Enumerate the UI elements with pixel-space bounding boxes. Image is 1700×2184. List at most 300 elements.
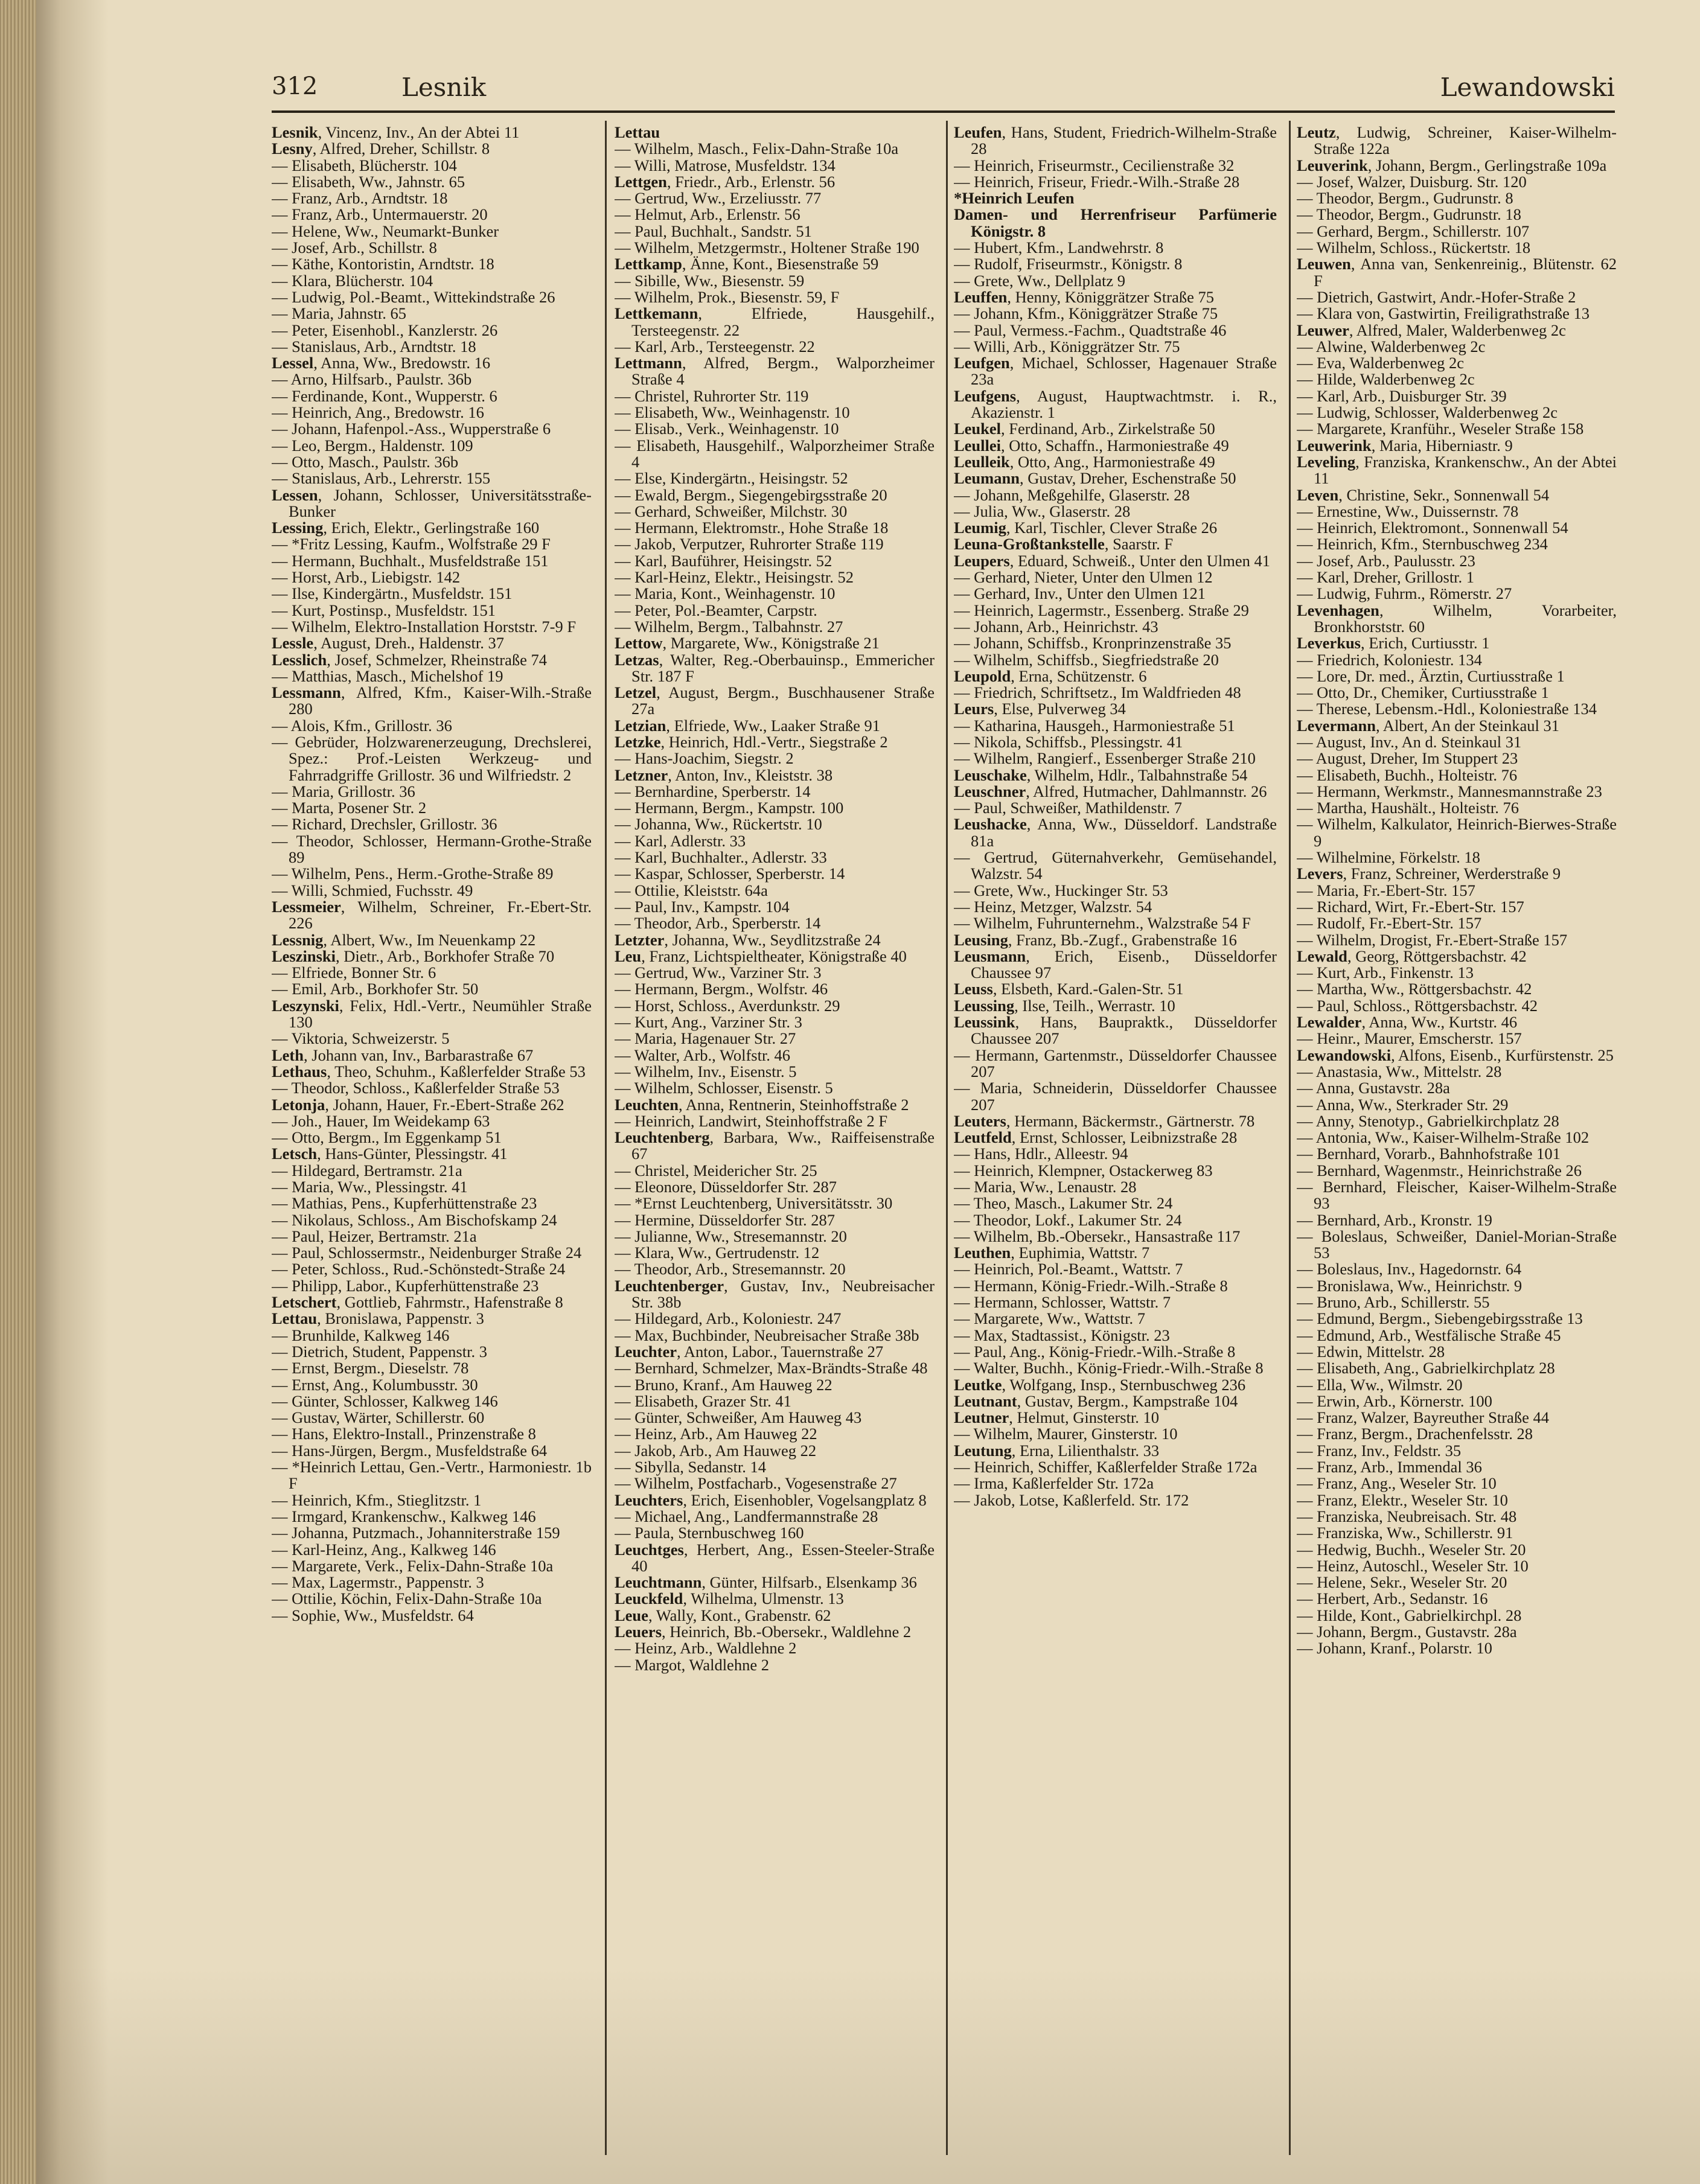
directory-entry: — Christel, Ruhrorter Str. 119	[615, 386, 809, 405]
guide-word-right: Lewandowski	[1440, 72, 1615, 102]
directory-entry: Lethaus, Theo, Schuhm., Kaßlerfelder Straße 53	[272, 1062, 586, 1081]
directory-entry: — Hildegard, Bertramstr. 21a	[272, 1161, 462, 1180]
directory-entry: — Karl, Arb., Duisburger Str. 39	[1297, 386, 1507, 405]
directory-entry: — Ludwig, Schlosser, Walderbenweg 2c	[1297, 403, 1558, 422]
directory-entry: Leuwerink, Maria, Hiberniastr. 9	[1297, 436, 1513, 455]
directory-entry: — Elisabeth, Blücherstr. 104	[272, 156, 457, 174]
directory-entry: Leveling, Franziska, Krankenschw., An der Abtei 11	[1297, 452, 1617, 488]
directory-entry: — Rudolf, Fr.-Ebert-Str. 157	[1297, 914, 1482, 933]
directory-entry: — Wilhelm, Pens., Herm.-Grothe-Straße 89	[272, 864, 554, 883]
directory-entry: — Philipp, Labor., Kupferhüttenstraße 23	[272, 1276, 539, 1295]
directory-entry: Leullei, Otto, Schaffn., Harmoniestraße 49	[954, 436, 1229, 455]
directory-entry: Leutner, Helmut, Ginsterstr. 10	[954, 1408, 1160, 1427]
directory-entry: — Johann, Arb., Heinrichstr. 43	[954, 617, 1158, 636]
directory-entry: — Hermann, Bergm., Kampstr. 100	[615, 799, 844, 817]
directory-entry: — Franz, Arb., Untermauerstr. 20	[272, 205, 488, 224]
directory-entry: — Ella, Ww., Wilmstr. 20	[1297, 1375, 1463, 1394]
directory-entry: Leuverink, Johann, Bergm., Gerlingstraße 109a	[1297, 156, 1607, 174]
directory-entry: — Johann, Meßgehilfe, Glaserstr. 28	[954, 485, 1190, 504]
directory-entry: Leue, Wally, Kont., Grabenstr. 62	[615, 1606, 831, 1624]
directory-entry: Leushacke, Anna, Ww., Düsseldorf. Landstraße 81a	[954, 815, 1277, 850]
directory-entry: — Wilhelm, Drogist, Fr.-Ebert-Straße 157	[1297, 930, 1568, 949]
directory-entry: — Dietrich, Gastwirt, Andr.-Hofer-Straße 2	[1297, 287, 1576, 306]
column-divider	[1289, 121, 1291, 2155]
directory-entry: — Jakob, Arb., Am Hauweg 22	[615, 1441, 817, 1460]
directory-entry: — Theodor, Arb., Stresemannstr. 20	[615, 1260, 846, 1279]
directory-entry: — Ilse, Kindergärtn., Musfeldstr. 151	[272, 584, 513, 603]
directory-entry: — Anna, Ww., Sterkrader Str. 29	[1297, 1095, 1509, 1114]
directory-entry: Leuchtenberger, Gustav, Inv., Neubreisacher Str. 38b	[615, 1276, 935, 1312]
directory-entry: — Johann, Bergm., Gustavstr. 28a	[1297, 1623, 1517, 1641]
directory-entry: — *Heinrich Lettau, Gen.-Vertr., Harmoniestr. 1b F	[272, 1458, 592, 1493]
directory-entry: — Michael, Ang., Landfermannstraße 28	[615, 1507, 878, 1525]
directory-entry: — Hilde, Kont., Gabrielkirchpl. 28	[1297, 1606, 1522, 1624]
directory-entry: — Matthias, Masch., Michelshof 19	[272, 666, 503, 685]
directory-entry: Leuchtmann, Günter, Hilfsarb., Elsenkamp 36	[615, 1573, 917, 1592]
directory-entry: — Hermann, Elektromstr., Hohe Straße 18	[615, 519, 889, 537]
directory-entry: — Gertrud, Ww., Varziner Str. 3	[615, 963, 822, 982]
directory-entry: — Max, Stadtassist., Königstr. 23	[954, 1326, 1170, 1344]
column-divider	[605, 121, 607, 2155]
directory-entry: — Johann, Kranf., Polarstr. 10	[1297, 1639, 1492, 1658]
directory-entry: — Maria, Kont., Weinhagenstr. 10	[615, 584, 836, 603]
directory-entry: — Karl, Bauführer, Heisingstr. 52	[615, 551, 832, 570]
directory-entry: — Joh., Hauer, Im Weidekamp 63	[272, 1111, 490, 1130]
directory-entry: Leuffen, Henny, Königgrätzer Straße 75	[954, 287, 1215, 306]
directory-entry: — Hermann, Werkmstr., Mannesmannstraße 23	[1297, 782, 1602, 800]
directory-entry: Letonja, Johann, Hauer, Fr.-Ebert-Straße 262	[272, 1095, 564, 1114]
directory-entry: — Klara, Blücherstr. 104	[272, 271, 433, 290]
directory-entry: — Irma, Kaßlerfelder Str. 172a	[954, 1474, 1154, 1493]
directory-entry: — Maria, Jahnstr. 65	[272, 304, 407, 323]
directory-entry: — Maria, Hagenauer Str. 27	[615, 1029, 796, 1048]
running-head	[272, 72, 1615, 109]
directory-entry: — Grete, Ww., Huckinger Str. 53	[954, 881, 1168, 899]
directory-column-1	[272, 124, 592, 2153]
directory-column-4	[1297, 124, 1617, 2153]
directory-entry: — Ottilie, Kleiststr. 64a	[615, 881, 768, 899]
directory-entry: — Bruno, Kranf., Am Hauweg 22	[615, 1375, 832, 1394]
directory-entry: Levenhagen, Wilhelm, Vorarbeiter, Bronkhorststr. 60	[1297, 601, 1617, 636]
book-page-edges	[0, 0, 36, 2184]
directory-entry: — Heinz, Autoschl., Weseler Str. 10	[1297, 1556, 1529, 1575]
directory-entry: — Franz, Arb., Immendal 36	[1297, 1458, 1482, 1477]
directory-entry: Lessmann, Alfred, Kfm., Kaiser-Wilh.-Straße 280	[272, 683, 592, 718]
directory-entry: — Heinrich, Pol.-Beamt., Wattstr. 7	[954, 1260, 1183, 1279]
directory-entry: — Elisabeth, Ww., Weinhagenstr. 10	[615, 403, 850, 422]
directory-entry: — Heinrich, Lagermstr., Essenberg. Straße 29	[954, 601, 1249, 619]
directory-entry: Lessmeier, Wilhelm, Schreiner, Fr.-Ebert-Str. 226	[272, 897, 592, 933]
directory-entry: — Karl, Dreher, Grillostr. 1	[1297, 568, 1475, 587]
directory-entry: Leupold, Erna, Schützenstr. 6	[954, 666, 1147, 685]
directory-entry: Leuchtges, Herbert, Ang., Essen-Steeler-Straße 40	[615, 1540, 935, 1575]
directory-entry: — Johann, Hafenpol.-Ass., Wupperstraße 6	[272, 420, 551, 438]
directory-entry: Leuchter, Anton, Labor., Tauernstraße 27	[615, 1342, 884, 1361]
directory-entry: — Maria, Ww., Lenaustr. 28	[954, 1178, 1137, 1196]
directory-entry: Lettkemann, Elfriede, Hausgehilf., Tersteegenstr. 22	[615, 304, 935, 339]
directory-entry: Leuchtenberg, Barbara, Ww., Raiffeisenstraße 67	[615, 1128, 935, 1163]
directory-entry: — *Ernst Leuchtenberg, Universitätsstr. 30	[615, 1194, 893, 1213]
directory-entry: Leutung, Erna, Lilienthalstr. 33	[954, 1441, 1160, 1460]
directory-entry: — Käthe, Kontoristin, Arndtstr. 18	[272, 255, 494, 273]
directory-entry: — Theodor, Bergm., Gudrunstr. 8	[1297, 189, 1513, 208]
directory-entry: — August, Inv., An d. Steinkaul 31	[1297, 732, 1522, 751]
directory-entry: — Wilhelm, Masch., Felix-Dahn-Straße 10a	[615, 139, 899, 158]
directory-entry: Lesslich, Josef, Schmelzer, Rheinstraße 74	[272, 650, 547, 669]
directory-entry: — Grete, Ww., Dellplatz 9	[954, 271, 1126, 290]
directory-entry: — Elisabeth, Ang., Gabrielkirchplatz 28	[1297, 1359, 1555, 1378]
directory-entry: — Heinrich, Klempner, Ostackerweg 83	[954, 1161, 1213, 1180]
directory-entry: Leven, Christine, Sekr., Sonnenwall 54	[1297, 485, 1550, 504]
directory-entry: Lessle, August, Dreh., Haldenstr. 37	[272, 634, 504, 653]
directory-entry: — Wilhelm, Prok., Biesenstr. 59, F	[615, 287, 840, 306]
directory-entry: Letzke, Heinrich, Hdl.-Vertr., Siegstraße 2	[615, 732, 888, 751]
directory-entry: — Otto, Masch., Paulstr. 36b	[272, 452, 459, 471]
directory-entry: — Edmund, Bergm., Siebengebirgsstraße 13	[1297, 1309, 1583, 1328]
directory-entry: — Hedwig, Buchh., Weseler Str. 20	[1297, 1540, 1526, 1559]
directory-entry: — Günter, Schweißer, Am Hauweg 43	[615, 1408, 862, 1427]
directory-entry: — Maria, Ww., Plessingstr. 41	[272, 1178, 468, 1196]
directory-entry: Letschert, Gottlieb, Fahrmstr., Hafenstraße 8	[272, 1293, 563, 1312]
directory-entry: Letzas, Walter, Reg.-Oberbauinsp., Emmericher Str. 187 F	[615, 650, 935, 685]
directory-entry: Leth, Johann van, Inv., Barbarastraße 67	[272, 1046, 534, 1064]
directory-entry: — Maria, Grillostr. 36	[272, 782, 415, 800]
directory-entry: — Irmgard, Krankenschw., Kalkweg 146	[272, 1507, 536, 1525]
directory-entry: Lettmann, Alfred, Bergm., Walporzheimer Straße 4	[615, 354, 935, 389]
directory-entry: — Sophie, Ww., Musfeldstr. 64	[272, 1606, 474, 1624]
directory-entry: Lettau	[615, 124, 660, 141]
directory-entry: — Karl-Heinz, Elektr., Heisingstr. 52	[615, 568, 854, 587]
directory-entry: — Leo, Bergm., Haldenstr. 109	[272, 436, 473, 455]
directory-entry: Leuckfeld, Wilhelma, Ulmenstr. 13	[615, 1589, 844, 1608]
directory-entry: — Johanna, Ww., Rückertstr. 10	[615, 815, 822, 834]
directory-entry: — Paul, Inv., Kampstr. 104	[615, 897, 790, 916]
directory-entry: — Horst, Arb., Liebigstr. 142	[272, 568, 461, 587]
directory-entry: Leulleik, Otto, Ang., Harmoniestraße 49	[954, 452, 1215, 471]
directory-entry: — Helene, Ww., Neumarkt-Bunker	[272, 222, 499, 240]
directory-entry: — Heinz, Arb., Waldlehne 2	[615, 1639, 797, 1658]
directory-entry: — Heinrich, Schiffer, Kaßlerfelder Straße 172a	[954, 1458, 1257, 1477]
directory-entry: — Franziska, Neubreisach. Str. 48	[1297, 1507, 1517, 1525]
directory-entry: — Hans, Elektro-Install., Prinzenstraße 8	[272, 1425, 536, 1443]
directory-entry: — Elisabeth, Buchh., Holteistr. 76	[1297, 765, 1518, 784]
directory-entry: — Klara von, Gastwirtin, Freiligrathstraße 13	[1297, 304, 1590, 323]
directory-entry: — Hans-Joachim, Siegstr. 2	[615, 749, 794, 768]
directory-entry: Lessing, Erich, Elektr., Gerlingstraße 160	[272, 519, 540, 537]
directory-entry: Leumann, Gustav, Dreher, Eschenstraße 50	[954, 469, 1236, 488]
directory-entry: — Bernhard, Schmelzer, Max-Brändts-Straße 48	[615, 1359, 928, 1378]
directory-entry: — Johanna, Putzmach., Johanniterstraße 159	[272, 1524, 560, 1542]
directory-entry: — Eleonore, Düsseldorfer Str. 287	[615, 1178, 837, 1196]
directory-entry: — Anny, Stenotyp., Gabrielkirchplatz 28	[1297, 1111, 1559, 1130]
directory-entry: — Viktoria, Schweizerstr. 5	[272, 1029, 450, 1048]
directory-entry: — Helene, Sekr., Weseler Str. 20	[1297, 1573, 1507, 1592]
directory-entry: Leutfeld, Ernst, Schlosser, Leibnizstraße 28	[954, 1128, 1238, 1147]
directory-entry: — Martha, Haushält., Holteistr. 76	[1297, 799, 1519, 817]
directory-entry: Lessel, Anna, Ww., Bredowstr. 16	[272, 354, 491, 372]
directory-entry: — Kurt, Postinsp., Musfeldstr. 151	[272, 601, 496, 619]
directory-entry: — Boleslaus, Schweißer, Daniel-Morian-Straße 53	[1297, 1227, 1617, 1262]
directory-entry: Levers, Franz, Schreiner, Werderstraße 9	[1297, 864, 1561, 883]
directory-entry: Leutnant, Gustav, Bergm., Kampstraße 104	[954, 1391, 1238, 1410]
directory-entry: — Gerhard, Inv., Unter den Ulmen 121	[954, 584, 1206, 603]
directory-entry: — Friedrich, Koloniestr. 134	[1297, 650, 1482, 669]
directory-entry: Lesnik, Vincenz, Inv., An der Abtei 11	[272, 124, 520, 141]
directory-column-2	[615, 124, 935, 2153]
directory-entry: Leukel, Ferdinand, Arb., Zirkelstraße 50	[954, 420, 1215, 438]
directory-entry: Letzian, Elfriede, Ww., Laaker Straße 91	[615, 716, 881, 735]
directory-entry: — Wilhelm, Rangierf., Essenberger Straße 210	[954, 749, 1256, 768]
directory-entry: — Horst, Schloss., Averdunkstr. 29	[615, 996, 840, 1015]
directory-entry: — Rudolf, Friseurmstr., Königstr. 8	[954, 255, 1183, 273]
directory-entry: — Katharina, Hausgeh., Harmoniestraße 51	[954, 716, 1235, 735]
directory-entry: Leusmann, Erich, Eisenb., Düsseldorfer Chaussee 97	[954, 947, 1277, 982]
directory-entry: Lettow, Margarete, Ww., Königstraße 21	[615, 634, 880, 653]
directory-entry: — Jakob, Verputzer, Ruhrorter Straße 119	[615, 535, 884, 554]
directory-entry: — Kurt, Ang., Varziner Str. 3	[615, 1013, 802, 1032]
directory-entry: — Johann, Schiffsb., Kronprinzenstraße 35	[954, 634, 1232, 653]
directory-entry: — Nikolaus, Schloss., Am Bischofskamp 24	[272, 1210, 557, 1229]
directory-entry: — Theo, Masch., Lakumer Str. 24	[954, 1194, 1173, 1213]
directory-entry: — Anastasia, Ww., Mittelstr. 28	[1297, 1062, 1502, 1081]
directory-entry: — Bernhard, Arb., Kronstr. 19	[1297, 1210, 1492, 1229]
directory-entry: Lewald, Georg, Röttgersbachstr. 42	[1297, 947, 1527, 965]
directory-entry: — Maria, Schneiderin, Düsseldorfer Chaussee 207	[954, 1079, 1277, 1114]
directory-entry: — Hans, Hdlr., Alleestr. 94	[954, 1145, 1128, 1163]
directory-entry: — Helmut, Arb., Erlenstr. 56	[615, 205, 800, 224]
directory-entry: — Therese, Lebensm.-Hdl., Koloniestraße 134	[1297, 700, 1597, 718]
directory-entry: Lewandowski, Alfons, Eisenb., Kurfürstenstr. 25	[1297, 1046, 1614, 1064]
directory-entry: — Stanislaus, Arb., Arndtstr. 18	[272, 337, 476, 356]
directory-entry: — Dietrich, Student, Pappenstr. 3	[272, 1342, 487, 1361]
directory-entry: — Wilhelm, Schloss., Rückertstr. 18	[1297, 238, 1531, 257]
directory-entry: Leverkus, Erich, Curtiusstr. 1	[1297, 634, 1490, 653]
directory-entry: — Heinrich, Elektromont., Sonnenwall 54	[1297, 519, 1568, 537]
directory-entry: — Elisabeth, Grazer Str. 41	[615, 1391, 791, 1410]
directory-entry: — Josef, Arb., Schillstr. 8	[272, 238, 437, 257]
directory-entry: — Ernst, Bergm., Dieselstr. 78	[272, 1359, 469, 1378]
directory-entry: Lewalder, Anna, Ww., Kurtstr. 46	[1297, 1013, 1518, 1032]
directory-entry: — Hermann, Schlosser, Wattstr. 7	[954, 1293, 1171, 1312]
directory-entry: Leuna-Großtankstelle, Saarstr. F	[954, 535, 1174, 554]
directory-entry: — Wilhelm, Metzgermstr., Holtener Straße 190	[615, 238, 919, 257]
directory-entry: — Franz, Inv., Feldstr. 35	[1297, 1441, 1462, 1460]
directory-entry: — Karl, Buchhalter., Adlerstr. 33	[615, 848, 827, 867]
directory-entry: Lettau, Bronislawa, Pappenstr. 3	[272, 1309, 484, 1328]
directory-entry: Letzel, August, Bergm., Buschhausener Straße 27a	[615, 683, 935, 718]
directory-entry: — Elisab., Verk., Weinhagenstr. 10	[615, 420, 839, 438]
directory-entry: Leurs, Else, Pulverweg 34	[954, 700, 1126, 718]
directory-entry: — Walter, Buchh., König-Friedr.-Wilh.-Straße 8	[954, 1359, 1264, 1378]
directory-entry: — Ernst, Ang., Kolumbusstr. 30	[272, 1375, 478, 1394]
directory-entry: Leupers, Eduard, Schweiß., Unter den Ulmen 41	[954, 551, 1271, 570]
directory-entry: — Willi, Matrose, Musfeldstr. 134	[615, 156, 836, 174]
directory-entry: — Wilhelm, Schiffsb., Siegfriedstraße 20	[954, 650, 1219, 669]
directory-entry: — Alois, Kfm., Grillostr. 36	[272, 716, 452, 735]
directory-entry: — Paul, Schloss., Röttgersbachstr. 42	[1297, 996, 1538, 1015]
directory-entry: — Paul, Vermess.-Fachm., Quadtstraße 46	[954, 321, 1227, 339]
directory-entry: — Nikola, Schiffsb., Plessingstr. 41	[954, 732, 1183, 751]
directory-entry: — Johann, Kfm., Königgrätzer Straße 75	[954, 304, 1218, 323]
directory-entry: — Jakob, Lotse, Kaßlerfeld. Str. 172	[954, 1490, 1189, 1509]
directory-entry: — Heinz, Arb., Am Hauweg 22	[615, 1425, 817, 1443]
directory-entry: — Peter, Pol.-Beamter, Carpstr.	[615, 601, 817, 619]
directory-column-3	[954, 124, 1277, 2153]
directory-entry: — Gebrüder, Holzwarenerzeugung, Drechslerei, Spez.: Prof.-Leisten Werkzeug- und Fahrradgriffe Grillostr. 36 und Wilfriedstr. 2	[272, 732, 592, 784]
directory-entry: Leuchten, Anna, Rentnerin, Steinhoffstraße 2	[615, 1095, 909, 1114]
directory-entry: — Karl-Heinz, Ang., Kalkweg 146	[272, 1540, 496, 1559]
directory-entry: — Heinr., Maurer, Emscherstr. 157	[1297, 1029, 1522, 1048]
directory-entry: Lettgen, Friedr., Arb., Erlenstr. 56	[615, 172, 836, 191]
directory-entry: — Hermann, Bergm., Wolfstr. 46	[615, 980, 828, 998]
directory-entry: — *Fritz Lessing, Kaufm., Wolfstraße 29 F	[272, 535, 551, 554]
directory-entry: — Margarete, Kranführ., Weseler Straße 158	[1297, 420, 1584, 438]
directory-entry: — Josef, Arb., Paulusstr. 23	[1297, 551, 1475, 570]
directory-entry: Lessnig, Albert, Ww., Im Neuenkamp 22	[272, 930, 536, 949]
directory-entry: — Anna, Gustavstr. 28a	[1297, 1079, 1450, 1097]
directory-entry: Leuers, Heinrich, Bb.-Obersekr., Waldlehne 2	[615, 1623, 912, 1641]
directory-entry: — Kurt, Arb., Finkenstr. 13	[1297, 963, 1474, 982]
directory-entry: — Ewald, Bergm., Siegengebirgsstraße 20	[615, 485, 887, 504]
directory-entry: — Willi, Schmied, Fuchsstr. 49	[272, 881, 473, 899]
directory-entry: — Ottilie, Köchin, Felix-Dahn-Straße 10a	[272, 1589, 542, 1608]
directory-entry: — Arno, Hilfsarb., Paulstr. 36b	[272, 370, 472, 389]
directory-entry: Leufgen, Michael, Schlosser, Hagenauer Straße 23a	[954, 354, 1277, 389]
directory-entry: — Bernhardine, Sperberstr. 14	[615, 782, 811, 800]
directory-entry: — Günter, Schlosser, Kalkweg 146	[272, 1391, 498, 1410]
directory-entry: Leuschner, Alfred, Hutmacher, Dahlmannstr. 26	[954, 782, 1267, 800]
directory-entry: — August, Dreher, Im Stuppert 23	[1297, 749, 1518, 768]
directory-entry: — Franz, Arb., Arndtstr. 18	[272, 189, 448, 208]
directory-entry: Leuchters, Erich, Eisenhobler, Vogelsangplatz 8	[615, 1490, 927, 1509]
directory-entry: — Wilhelm, Bergm., Talbahnstr. 27	[615, 617, 843, 636]
directory-entry: — Mathias, Pens., Kupferhüttenstraße 23	[272, 1194, 537, 1213]
directory-entry: Letzner, Anton, Inv., Kleiststr. 38	[615, 765, 833, 784]
directory-entry: — Bernhard, Vorarb., Bahnhofstraße 101	[1297, 1145, 1561, 1163]
directory-entry: — Erwin, Arb., Körnerstr. 100	[1297, 1391, 1492, 1410]
directory-entry: — Paul, Heizer, Bertramstr. 21a	[272, 1227, 477, 1245]
directory-entry: — Bernhard, Wagenmstr., Heinrichstraße 26	[1297, 1161, 1582, 1180]
directory-entry: — Kaspar, Schlosser, Sperberstr. 14	[615, 864, 845, 883]
directory-entry: Leusing, Franz, Bb.-Zugf., Grabenstraße 16	[954, 930, 1237, 949]
directory-entry: — Heinrich, Landwirt, Steinhoffstraße 2 F	[615, 1111, 888, 1130]
directory-entry: Leumig, Karl, Tischler, Clever Straße 26	[954, 519, 1218, 537]
directory-entry: — Gerhard, Bergm., Schillerstr. 107	[1297, 222, 1530, 240]
directory-entry: — Ludwig, Fuhrm., Römerstr. 27	[1297, 584, 1512, 603]
directory-entry: Leu, Franz, Lichtspieltheater, Königstraße 40	[615, 947, 907, 965]
directory-entry: Lesny, Alfred, Dreher, Schillstr. 8	[272, 139, 490, 158]
directory-entry: Damen- und Herrenfriseur Parfümerie Königstr. 8	[954, 205, 1277, 240]
directory-entry: — Eva, Walderbenweg 2c	[1297, 354, 1464, 372]
directory-entry: — Wilhelm, Kalkulator, Heinrich-Bierwes-Straße 9	[1297, 815, 1617, 850]
directory-entry: — Paula, Sternbuschweg 160	[615, 1524, 804, 1542]
directory-entry: — Christel, Meidericher Str. 25	[615, 1161, 817, 1180]
directory-entry: — Max, Lagermstr., Pappenstr. 3	[272, 1573, 484, 1592]
directory-entry: — Peter, Eisenhobl., Kanzlerstr. 26	[272, 321, 498, 339]
directory-entry: Leszinski, Dietr., Arb., Borkhofer Straße 70	[272, 947, 555, 965]
directory-entry: Leuters, Hermann, Bäckermstr., Gärtnerstr. 78	[954, 1111, 1255, 1130]
directory-entry: — Wilhelm, Inv., Eisenstr. 5	[615, 1062, 797, 1081]
directory-entry: — Maria, Fr.-Ebert-Str. 157	[1297, 881, 1475, 899]
directory-entry: Leussink, Hans, Baupraktk., Düsseldorfer Chaussee 207	[954, 1013, 1277, 1048]
directory-entry: — Ernestine, Ww., Duissernstr. 78	[1297, 502, 1519, 520]
directory-entry: — Brunhilde, Kalkweg 146	[272, 1326, 450, 1344]
directory-entry: Letsch, Hans-Günter, Plessingstr. 41	[272, 1145, 508, 1163]
directory-entry: — Franz, Walzer, Bayreuther Straße 44	[1297, 1408, 1549, 1427]
directory-entry: — Alwine, Walderbenweg 2c	[1297, 337, 1486, 356]
directory-entry: — Emil, Arb., Borkhofer Str. 50	[272, 980, 479, 998]
directory-entry: — Ludwig, Pol.-Beamt., Wittekindstraße 26	[272, 287, 555, 306]
directory-entry: Leszynski, Felix, Hdl.-Vertr., Neumühler Straße 130	[272, 996, 592, 1032]
directory-entry: — Heinrich, Kfm., Stieglitzstr. 1	[272, 1490, 482, 1509]
directory-entry: — Karl, Arb., Tersteegenstr. 22	[615, 337, 815, 356]
guide-word-left: Lesnik	[401, 72, 487, 102]
directory-entry: — Heinrich, Friseurmstr., Cecilienstraße 32	[954, 156, 1235, 174]
directory-entry: — Paul, Ang., König-Friedr.-Wilh.-Straße 8	[954, 1342, 1236, 1361]
directory-entry: *Heinrich Leufen	[954, 189, 1075, 208]
directory-entry: — Otto, Dr., Chemiker, Curtiusstraße 1	[1297, 683, 1549, 702]
directory-entry: — Gertrud, Güternahverkehr, Gemüsehandel, Walzstr. 54	[954, 848, 1277, 883]
directory-entry: — Franziska, Ww., Schillerstr. 91	[1297, 1524, 1513, 1542]
directory-entry: — Stanislaus, Arb., Lehrerstr. 155	[272, 469, 491, 488]
directory-entry: — Theodor, Bergm., Gudrunstr. 18	[1297, 205, 1521, 224]
directory-entry: Leuss, Elsbeth, Kard.-Galen-Str. 51	[954, 980, 1184, 998]
directory-entry: — Edmund, Arb., Westfälische Straße 45	[1297, 1326, 1561, 1344]
directory-entry: Leuthen, Euphimia, Wattstr. 7	[954, 1244, 1150, 1262]
directory-entry: — Herbert, Arb., Sedanstr. 16	[1297, 1589, 1488, 1608]
directory-entry: — Heinz, Metzger, Walzstr. 54	[954, 897, 1152, 916]
directory-entry: Leufen, Hans, Student, Friedrich-Wilhelm-Straße 28	[954, 124, 1277, 158]
directory-entry: — Franz, Elektr., Weseler Str. 10	[1297, 1490, 1508, 1509]
directory-entry: — Hubert, Kfm., Landwehrstr. 8	[954, 238, 1164, 257]
directory-entry: — Wilhelm, Schlosser, Eisenstr. 5	[615, 1079, 833, 1097]
directory-entry: Leussing, Ilse, Teilh., Werrastr. 10	[954, 996, 1175, 1015]
directory-entry: — Boleslaus, Inv., Hagedornstr. 64	[1297, 1260, 1522, 1279]
directory-entry: — Margot, Waldlehne 2	[615, 1655, 769, 1674]
directory-entry: — Hermann, Gartenmstr., Düsseldorfer Chaussee 207	[954, 1046, 1277, 1081]
directory-entry: — Heinrich, Kfm., Sternbuschweg 234	[1297, 535, 1548, 554]
directory-entry: Letzter, Johanna, Ww., Seydlitzstraße 24	[615, 930, 881, 949]
directory-entry: Leutz, Ludwig, Schreiner, Kaiser-Wilhelm-Straße 122a	[1297, 124, 1617, 158]
directory-entry: — Paul, Buchhalt., Sandstr. 51	[615, 222, 812, 240]
directory-entry: — Margarete, Ww., Wattstr. 7	[954, 1309, 1146, 1328]
directory-entry: — Gustav, Wärter, Schillerstr. 60	[272, 1408, 485, 1427]
directory-entry: — Paul, Schlossermstr., Neidenburger Straße 24	[272, 1244, 582, 1262]
directory-entry: — Wilhelmine, Förkelstr. 18	[1297, 848, 1480, 867]
directory-entry: — Gerhard, Schweißer, Milchstr. 30	[615, 502, 848, 520]
directory-entry: — Else, Kindergärtn., Heisingstr. 52	[615, 469, 848, 488]
directory-entry: — Franz, Ang., Weseler Str. 10	[1297, 1474, 1497, 1493]
directory-entry: — Paul, Schweißer, Mathildenstr. 7	[954, 799, 1182, 817]
directory-entry: — Heinrich, Ang., Bredowstr. 16	[272, 403, 484, 422]
directory-entry: — Elisabeth, Ww., Jahnstr. 65	[272, 172, 465, 191]
directory-entry: Lettkamp, Änne, Kont., Biesenstraße 59	[615, 255, 879, 273]
directory-entry: — Max, Buchbinder, Neubreisacher Straße 38b	[615, 1326, 919, 1344]
directory-entry: — Hermann, König-Friedr.-Wilh.-Straße 8	[954, 1276, 1228, 1295]
directory-entry: — Richard, Wirt, Fr.-Ebert-Str. 157	[1297, 897, 1524, 916]
directory-entry: — Sibylla, Sedanstr. 14	[615, 1458, 767, 1477]
directory-entry: — Julia, Ww., Glaserstr. 28	[954, 502, 1131, 520]
directory-entry: — Hilde, Walderbenweg 2c	[1297, 370, 1475, 389]
directory-entry: — Wilhelm, Bb.-Obersekr., Hansastraße 117	[954, 1227, 1241, 1245]
directory-entry: — Willi, Arb., Königgrätzer Str. 75	[954, 337, 1180, 356]
directory-entry: — Edwin, Mittelstr. 28	[1297, 1342, 1445, 1361]
directory-entry: — Wilhelm, Elektro-Installation Horststr. 7-9 F	[272, 617, 577, 636]
directory-entry: — Ferdinande, Kont., Wupperstr. 6	[272, 386, 497, 405]
directory-entry: — Klara, Ww., Gertrudenstr. 12	[615, 1244, 820, 1262]
directory-entry: Leuschake, Wilhelm, Hdlr., Talbahnstraße 54	[954, 765, 1248, 784]
directory-entry: — Hildegard, Arb., Koloniestr. 247	[615, 1309, 842, 1328]
